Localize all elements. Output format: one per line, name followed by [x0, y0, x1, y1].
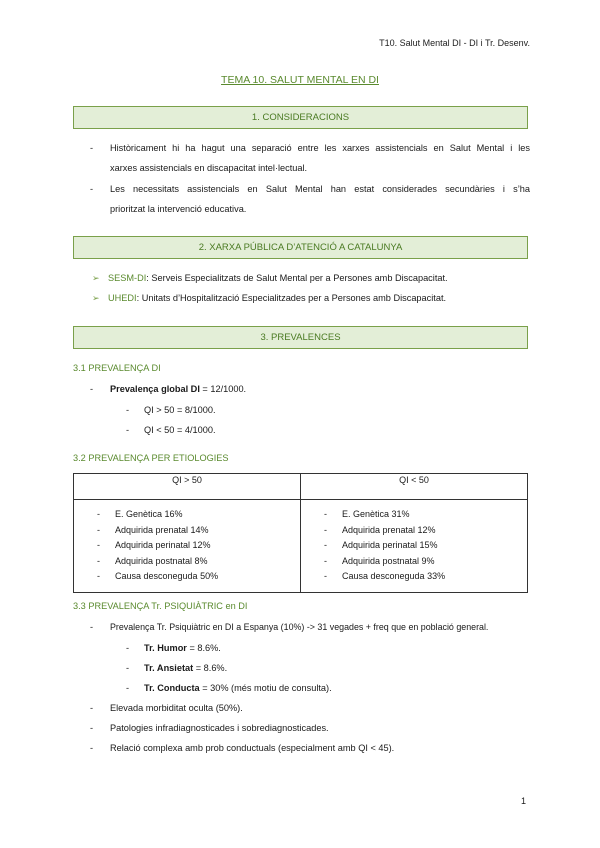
- list-item: [302, 569, 526, 585]
- section-heading-xarxa: 2. XARXA PÚBLICA D’ATENCIÓ A CATALUNYA: [73, 236, 528, 259]
- list-item: [302, 554, 526, 570]
- list-item: [75, 554, 299, 570]
- subheading-psiquiatric: 3.3 PREVALENÇA Tr. PSIQUIÀTRIC en DI: [73, 601, 248, 611]
- section-heading-prevalences: 3. PREVALENCES: [73, 326, 528, 349]
- item-text: Causa desconeguda 33%: [342, 571, 446, 581]
- item-text: E. Genètica 31%: [342, 509, 410, 519]
- item-text: = 8.6%.: [186, 643, 221, 653]
- paragraph-line: Històricament hi ha hagut una separació entre les xarxes assistencials en Salut Mental i les: [110, 143, 530, 153]
- dash-bullet: -: [324, 509, 327, 519]
- dash-bullet: -: [324, 571, 327, 581]
- abbreviation: SESM-DI: [108, 273, 147, 283]
- list-item: [302, 507, 526, 523]
- paragraph-line: prioritzat la intervenció educativa.: [110, 204, 247, 214]
- subheading-etiologies: 3.2 PREVALENÇA PER ETIOLOGIES: [73, 453, 229, 463]
- list-item: [75, 523, 299, 539]
- dash-bullet: -: [126, 683, 130, 693]
- page-number: 1: [520, 796, 526, 806]
- item-text: QI < 50 = 4/1000.: [144, 425, 216, 435]
- item-text: Adquirida prenatal 14%: [115, 524, 209, 535]
- dash-bullet: -: [97, 571, 100, 581]
- document-title: TEMA 10. SALUT MENTAL EN DI: [221, 74, 379, 86]
- list-item: [90, 379, 530, 399]
- table-cell: [301, 500, 528, 593]
- dash-bullet: -: [126, 663, 130, 673]
- bold-term: Prevalença global DI: [110, 384, 200, 394]
- list-item: [75, 538, 299, 554]
- bold-term: Tr. Ansietat: [144, 663, 194, 673]
- item-text: = 8.6%.: [193, 663, 228, 673]
- dash-bullet: -: [126, 425, 130, 435]
- item-text: = 12/1000.: [199, 384, 247, 394]
- list-item: [92, 288, 532, 308]
- item-text: Adquirida perinatal 15%: [342, 540, 438, 550]
- item-text: Elevada morbiditat oculta (50%).: [110, 703, 243, 713]
- bold-term: Tr. Conducta: [144, 683, 200, 693]
- item-text: Prevalença Tr. Psiquiàtric en DI a Espanya (10%) -> 31 vegades + freq que en població general.: [110, 622, 489, 632]
- bold-term: Tr. Humor: [144, 643, 187, 653]
- dash-bullet: -: [324, 540, 327, 550]
- list-item: [126, 420, 426, 440]
- dash-bullet: -: [126, 643, 130, 653]
- arrow-bullet-icon: ➢: [92, 273, 100, 283]
- dash-bullet: -: [324, 524, 327, 535]
- list-item: [302, 538, 526, 554]
- list-item: [90, 718, 530, 738]
- item-text: QI > 50 = 8/1000.: [144, 405, 216, 415]
- item-text: = 30% (més motiu de consulta).: [199, 683, 332, 693]
- paragraph-line: Les necessitats assistencials en Salut Mental han estat considerades secundàries i s’ha: [110, 184, 530, 194]
- list-item: [90, 138, 530, 178]
- etiology-table: [73, 473, 528, 593]
- table-cell: [74, 500, 301, 593]
- dash-bullet: -: [90, 184, 94, 194]
- subheading-prevalenca-di: 3.1 PREVALENÇA DI: [73, 363, 161, 373]
- dash-bullet: -: [97, 509, 100, 519]
- list-item: [75, 569, 299, 585]
- item-text: Adquirida postnatal 8%: [115, 555, 208, 566]
- list-item: [126, 400, 426, 420]
- dash-bullet: -: [126, 405, 130, 415]
- item-text: Adquirida prenatal 12%: [342, 524, 436, 535]
- list-item: [126, 638, 426, 658]
- item-text: E. Genètica 16%: [115, 509, 183, 519]
- dash-bullet: -: [97, 540, 100, 550]
- list-item: [302, 523, 526, 539]
- list-item: [126, 658, 426, 678]
- item-text: : Serveis Especialitzats de Salut Mental per a Persones amb Discapacitat.: [146, 273, 448, 283]
- paragraph-line: xarxes assistencials en discapacitat intel·lectual.: [110, 163, 308, 173]
- running-header: T10. Salut Mental DI - DI i Tr. Desenv.: [379, 38, 530, 48]
- list-item: [75, 507, 299, 523]
- dash-bullet: -: [90, 143, 94, 153]
- table-header: QI > 50: [74, 474, 301, 500]
- section-heading-consideracions: 1. CONSIDERACIONS: [73, 106, 528, 129]
- list-item: [126, 678, 506, 698]
- item-text: Adquirida perinatal 12%: [115, 540, 211, 550]
- list-item: [90, 698, 530, 718]
- item-text: Adquirida postnatal 9%: [342, 555, 435, 566]
- list-item: [90, 738, 530, 758]
- dash-bullet: -: [90, 703, 94, 713]
- list-item: [90, 617, 535, 637]
- item-text: Causa desconeguda 50%: [115, 571, 219, 581]
- abbreviation: UHEDI: [108, 293, 137, 303]
- dash-bullet: -: [324, 555, 327, 566]
- list-item: [90, 179, 530, 219]
- dash-bullet: -: [90, 743, 94, 753]
- table-header: QI < 50: [301, 474, 528, 500]
- dash-bullet: -: [97, 555, 100, 566]
- dash-bullet: -: [90, 384, 94, 394]
- list-item: [92, 268, 532, 288]
- item-text: : Unitats d’Hospitalització Especialitzades per a Persones amb Discapacitat.: [136, 293, 447, 303]
- item-text: Patologies infradiagnosticades i sobrediagnosticades.: [110, 723, 329, 733]
- dash-bullet: -: [90, 723, 94, 733]
- item-text: Relació complexa amb prob conductuals (especialment amb QI < 45).: [110, 743, 395, 753]
- arrow-bullet-icon: ➢: [92, 293, 100, 303]
- dash-bullet: -: [97, 524, 100, 535]
- dash-bullet: -: [90, 622, 94, 632]
